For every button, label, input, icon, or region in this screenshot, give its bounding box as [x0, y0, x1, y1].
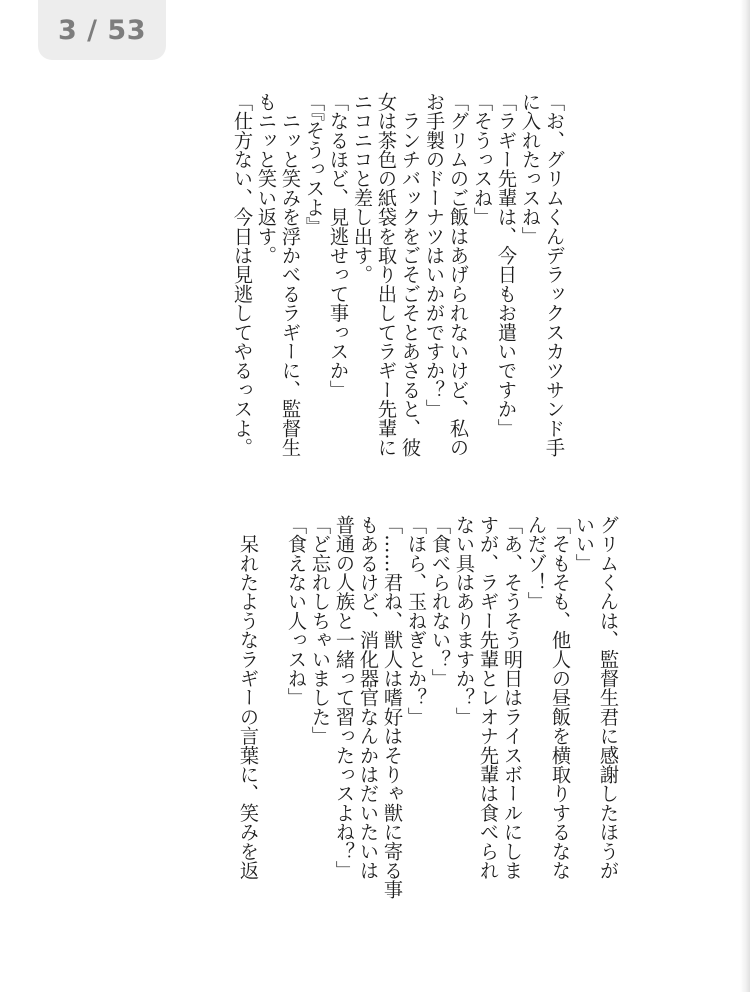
text-line: 「……君ね、獣人は嗜好はそりゃ獣に寄る事 [381, 515, 404, 899]
text-line: 「グリムのご飯はあげられないけど、私の [447, 92, 470, 457]
text-line: んだゾ！」 [525, 515, 548, 611]
text-line: ランチバックをごそごそとあさると、彼 [399, 92, 422, 457]
text-line: に入れたっスね」 [519, 92, 542, 246]
text-line: すが、ラギー先輩とレオナ先輩は食べられ [477, 515, 500, 880]
text-line: 女は茶色の紙袋を取り出してラギー先輩に [375, 92, 398, 457]
text-block-upper [230, 92, 566, 477]
text-line: 「あ、そうそう明日はライスボールにしま [501, 515, 524, 880]
text-line: 「ど忘れしちゃいました」 [309, 515, 332, 746]
text-block-lower [236, 515, 620, 900]
text-line: もあるけど、消化器官なんかはだいたいは [357, 515, 380, 880]
text-line: ない具はありますか？」 [453, 515, 476, 727]
text-line: 「そもそも、他人の昼飯を横取りするなな [549, 515, 572, 880]
text-line: 「食えない人っスね」 [285, 515, 308, 707]
text-line: ニッと笑みを浮かべるラギーに、監督生 [279, 92, 302, 457]
text-line: いい」 [573, 515, 596, 573]
text-line: 「なるほど、見逃せって事っスか」 [327, 92, 350, 400]
text-line: 呆れたようなラギーの言葉に、笑みを返 [237, 515, 260, 880]
text-line: お手製のドーナツはいかがですか？」 [423, 92, 446, 419]
page-edge-shadow [740, 0, 750, 992]
text-line: 普通の人族と一緒って習ったっスよね？」 [333, 515, 356, 880]
blank-line [260, 515, 284, 900]
text-line: グリムくんは、監督生君に感謝したほうが [597, 515, 620, 880]
text-line: もニッと笑い返す。 [255, 92, 278, 265]
text-line: 「ほら、玉ねぎとか？」 [405, 515, 428, 727]
text-line: ニコニコと差し出す。 [351, 92, 374, 284]
page-indicator[interactable]: 3 / 53 [38, 0, 166, 60]
text-line: 「お、グリムくんデラックスカツサンド手 [543, 92, 566, 457]
text-line: 「食べられない？」 [429, 515, 452, 688]
text-line: 「『そうっスよ』 [303, 92, 326, 236]
text-line: 「仕方ない、今日は見逃してやるっスよ。 [231, 92, 254, 457]
text-line: 「そうっスね」 [471, 92, 494, 227]
text-line: 「ラギー先輩は、今日もお遣いですか」 [495, 92, 518, 438]
